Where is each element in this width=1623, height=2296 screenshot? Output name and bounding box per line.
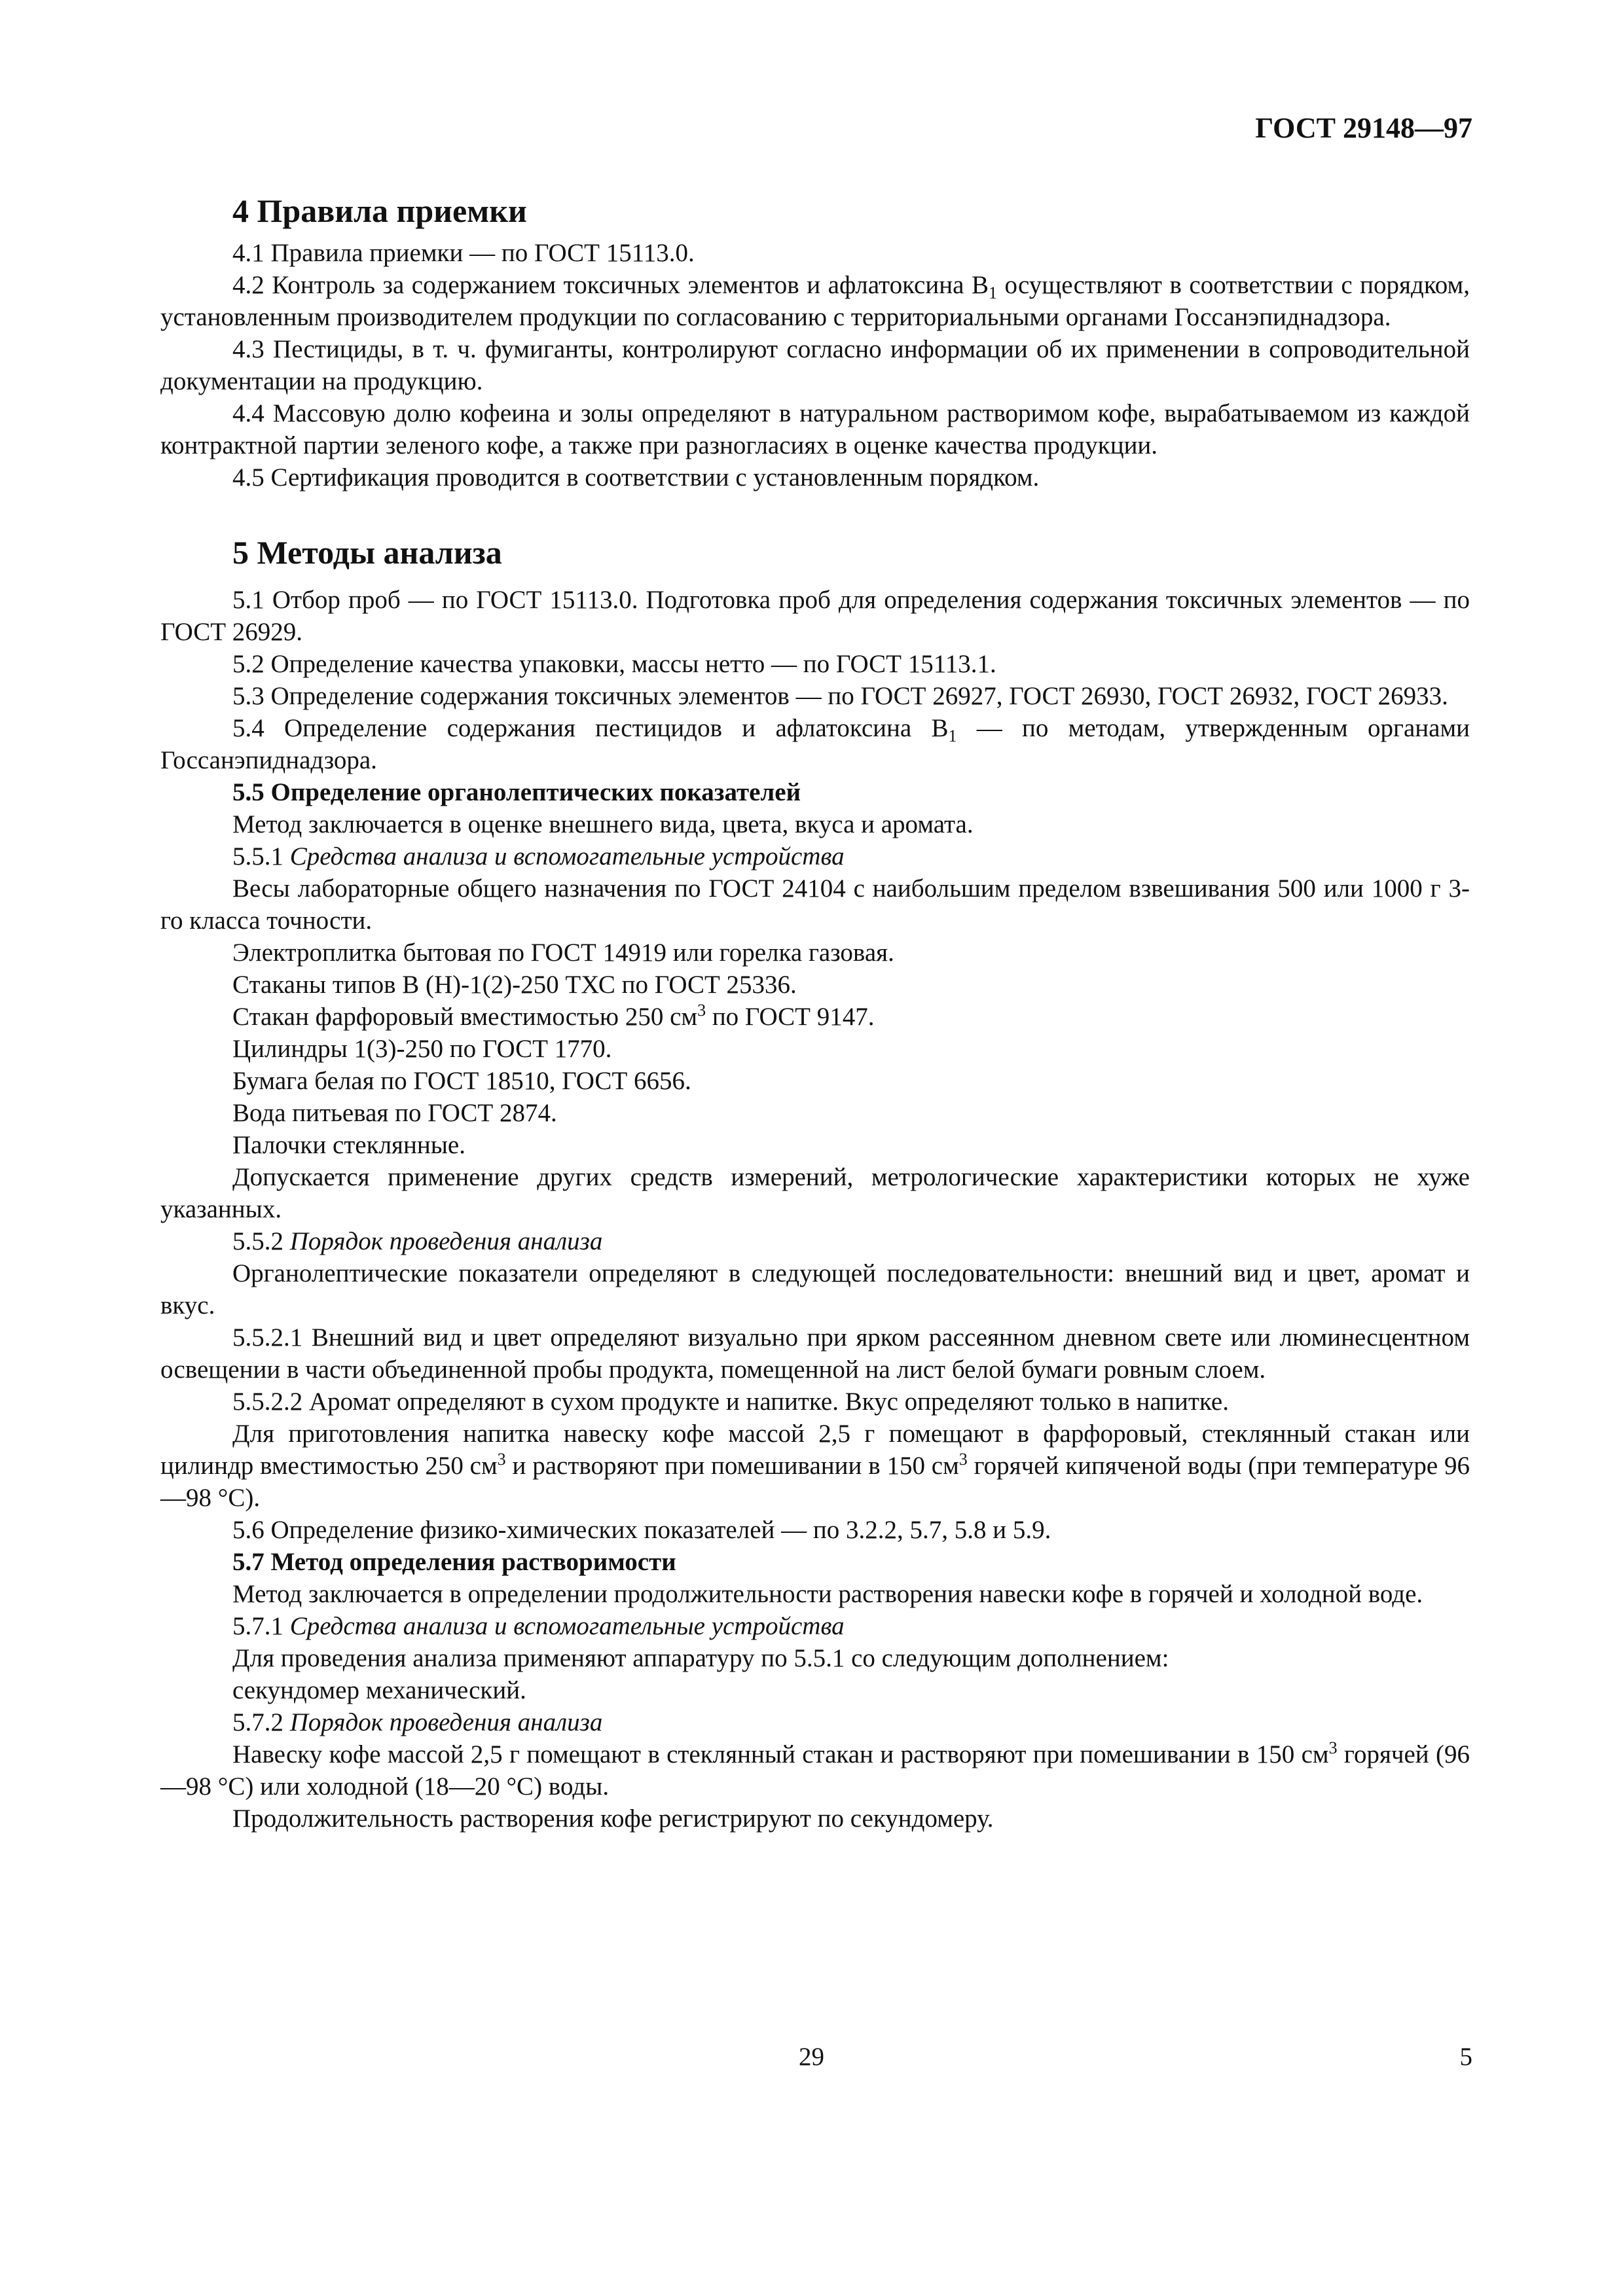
clause-5-5-2-title: 5.5.2 Порядок проведения анализа	[232, 1227, 603, 1255]
equipment-item: Цилиндры 1(3)-250 по ГОСТ 1770.	[232, 1035, 612, 1063]
equipment-item: Бумага белая по ГОСТ 18510, ГОСТ 6656.	[232, 1067, 691, 1095]
clause-5-7-title: 5.7 Метод определения растворимости	[232, 1548, 676, 1576]
equipment-item: Палочки стеклянные.	[232, 1131, 465, 1159]
page-number-right: 5	[1459, 2043, 1472, 2071]
equipment-item: Стаканы типов В (Н)-1(2)-250 ТХС по ГОСТ 25336.	[232, 971, 797, 999]
clause-5-7-2-text: Навеску кофе массой 2,5 г помещают в стеклянный стакан и растворяют при помешивании в 150 $см^3$ горячей (96—98 °С) или холодной (18—20 °С) воды.	[160, 1738, 1470, 1801]
equipment-item: Весы лабораторные общего назначения по ГОСТ 24104 с наибольшим пределом взвешивания 500 или 1000 г 3-го класса точности.	[160, 874, 1470, 935]
clause-4-1: 4.1 Правила приемки — по ГОСТ 15113.0.	[232, 239, 695, 267]
clause-5-7-2-title: 5.7.2 Порядок проведения анализа	[232, 1708, 603, 1736]
clause-5-3: 5.3 Определение содержания токсичных элементов — по ГОСТ 26927, ГОСТ 26930, ГОСТ 26932, ГОСТ 26933.	[232, 682, 1448, 710]
equipment-item: Электроплитка бытовая по ГОСТ 14919 или горелка газовая.	[232, 939, 894, 967]
equipment-note: Допускается применение других средств измерений, метрологические характеристики которых не хуже указанных.	[160, 1163, 1470, 1223]
clause-4-3: 4.3 Пестициды, в т. ч. фумиганты, контролируют согласно информации об их применении в сопроводительной документации на продукцию.	[160, 335, 1470, 395]
clause-5-5-2-2: 5.5.2.2 Аромат определяют в сухом продукте и напитке. Вкус определяют только в напитке.	[232, 1388, 1229, 1416]
clause-4-4: 4.4 Массовую долю кофеина и золы определяют в натуральном растворимом кофе, вырабатываемом из каждой контрактной партии зеленого кофе, а также при разногласиях в оценке качества продукции.	[160, 399, 1470, 459]
clause-5-2: 5.2 Определение качества упаковки, массы нетто — по ГОСТ 15113.1.	[232, 650, 996, 678]
section-5-heading: 5 Методы анализа	[232, 534, 502, 571]
clause-5-4: 5.4 Определение содержания пестицидов и афлатоксина $В_1$ — по методам, утвержденным органами Госсанэпиднадзора.	[160, 714, 1470, 774]
clause-5-6: 5.6 Определение физико-химических показателей — по 3.2.2, 5.7, 5.8 и 5.9.	[232, 1516, 1051, 1544]
clause-5-7-1-addition: секундомер механический.	[232, 1676, 526, 1704]
standard-id: ГОСТ 29148—97	[1255, 112, 1472, 144]
clause-5-7-method: Метод заключается в определении продолжительности растворения навески кофе в горячей и холодной воде.	[232, 1580, 1423, 1608]
drink-preparation: Для приготовления напитка навеску кофе массой 2,5 г помещают в фарфоровый, стеклянный стакан или цилиндр вместимостью 250 $см^3$ и растворяют при помешивании в 150 $см^3$ горячей кипяченой воды (при температуре 96—98 °С).	[160, 1420, 1470, 1512]
clause-5-7-2-registration: Продолжительность растворения кофе регистрируют по секундомеру.	[232, 1804, 994, 1833]
equipment-item: Вода питьевая по ГОСТ 2874.	[232, 1099, 557, 1127]
clause-4-2: 4.2 Контроль за содержанием токсичных элементов и афлатоксина $В_1$ осуществляют в соответствии с порядком, установленным производителем продукции по согласованию с территориальными органами Госсанэпиднадзора.	[160, 271, 1470, 331]
equipment-item: Стакан фарфоровый вместимостью 250 $см^3$ по ГОСТ 9147.	[232, 1001, 875, 1031]
clause-5-5-2-1: 5.5.2.1 Внешний вид и цвет определяют визуально при ярком рассеянном дневном свете или люминесцентном освещении в части объединенной пробы продукта, помещенной на лист белой бумаги ровным слоем.	[160, 1323, 1470, 1384]
clause-5-7-1-text: Для проведения анализа применяют аппаратуру по 5.5.1 со следующим дополнением:	[232, 1644, 1169, 1672]
clause-5-5-2-text: Органолептические показатели определяют в следующей последовательности: внешний вид и цвет, аромат и вкус.	[160, 1259, 1470, 1319]
document-body	[160, 190, 1470, 1835]
page-number-center: 29	[799, 2043, 824, 2071]
section-4-heading: 4 Правила приемки	[232, 192, 527, 229]
clause-5-5-method: Метод заключается в оценке внешнего вида, цвета, вкуса и аромата.	[232, 810, 974, 838]
clause-4-5: 4.5 Сертификация проводится в соответствии с установленным порядком.	[232, 463, 1040, 492]
clause-5-1: 5.1 Отбор проб — по ГОСТ 15113.0. Подготовка проб для определения содержания токсичных элементов — по ГОСТ 26929.	[160, 586, 1470, 646]
clause-5-7-1-title: 5.7.1 Средства анализа и вспомогательные устройства	[232, 1612, 845, 1640]
clause-5-5-1-title: 5.5.1 Средства анализа и вспомогательные устройства	[232, 842, 845, 870]
clause-5-5-title: 5.5 Определение органолептических показателей	[232, 778, 801, 806]
